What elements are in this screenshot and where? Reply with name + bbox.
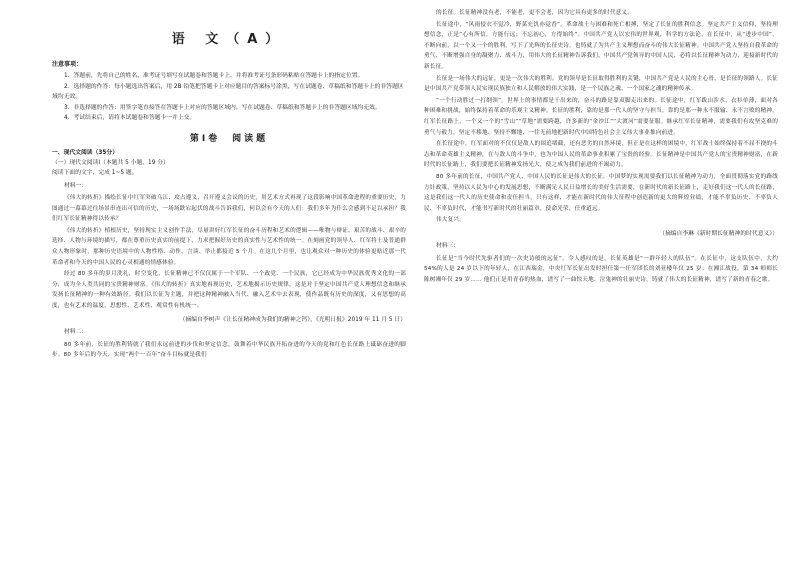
- material-label: 材料三：: [436, 243, 460, 250]
- notice-heading: 注意事项：: [52, 61, 83, 68]
- notice-item: 2．选择题的作答：每小题选出答案后，用 2B 铅笔把答题卡上对应题目的答案标号涂黑，写在试题卷、草稿纸和答题卡上的非答题区域均无效。: [52, 83, 404, 100]
- sub-heading: （一）现代文阅读Ⅰ（本题共 5 小题，19 分）: [52, 159, 169, 166]
- paragraph: 长征是一场伟大的远征，更是一次伟大的胜利。党的领导是长征取得胜利的关键，中国共产党是人民的主心骨，是长征的领路人。长征是中国共产党带领人民实现民族独立和人民解放的伟大实践，是一个民族之魂、一个国家之魂的精神传承。: [424, 75, 778, 93]
- source-citation: （摘编自李琳《新时期长征精神的时代意义》）: [659, 230, 778, 237]
- paragraph: 长征是“当今时代先驱者们的一次史诗般的远征”。令人感叹的是，长征英雄是“一群年轻人的队伍”。在长征中，这支队伍中，大约 54%的人是 24 岁以下的年轻人，在江西瑞金，中央红军长征出发时担任第一任军团长的刘亚楼年仅 25 岁；在湘江战役，第 34 师师长陈树湘年仅 29 岁…… 他们正是用青春的热血，谱写了一曲惊天地、泣鬼神的壮丽史诗，铸就了伟大的长征精神，谱写了新的青春之歌。: [424, 255, 778, 284]
- paragraph: 《伟大的转折》描绘长征中红军突破乌江、攻占遵义、召开遵义会议的历史，用艺术方式再现了这段影响中国革命进程的重要历史，力图通过一幕幕过往场景串连出可信的历史，一场场跌宕起伏的战斗告诉我们，何以会有今天的人们：我们多年为什么会感到不足以承担？我们红军长征精神得以传承？: [52, 195, 406, 223]
- right-column: [424, 8, 778, 286]
- paragraph: 伟大复兴。: [436, 217, 465, 224]
- paragraph: 在长征途中，红军面对的不仅仅是敌人的围追堵截，还有恶劣的自然环境，但正是在这样的困境中，红军战士始终保持着不屈不挠的斗志和革命英雄主义精神，在与敌人的斗争中，也为中国人民的革命事业积累了宝贵的经验。长征精神是中国共产党人的宝贵精神财富，在新时代的长征路上，我们要把长征精神发扬光大，使之成为我们前进的不竭动力。: [424, 141, 778, 169]
- notice-item: 3．非选择题的作答：用签字笔直接答在答题卡上对应的答题区域内。写在试题卷、草稿纸和答题卡上的非答题区域均无效。: [64, 104, 381, 111]
- exam-title: 语 文（A）: [171, 32, 287, 47]
- paragraph: 长征途中，“风雨侵衣不觉冷，野菜充饥亦觉香”，革命战士与困难和死亡相搏，坚定了长征的胜利信念。坚定共产主义信仰，坚持理想信念，正是“心有所信，方能行远；不忘初心，方得始终”。中国共产党人以宏伟的世界观，科学的方法论，在长征中，从“进步中国”，不断向前，以一个又一个的胜利，写下了光辉的长征史诗，也铸就了为共产主义理想而奋斗的伟大长征精神。中国共产党人坚持自我革命的勇气，不断增强自身的凝聚力、战斗力，用伟大的长征精神告诉我们，中国共产党领导的中国人民，必将以长征精神为动力，迎接新时代的新长征。: [424, 21, 778, 70]
- notice-list: [52, 71, 406, 124]
- material-label: 材料二：: [64, 329, 88, 336]
- paragraph: 80 多年前的长征，中国共产党人、中国人民的长征是伟大的长征。中国梦的实现需要我们以长征精神为动力，全面贯彻落实党的路线方针政策，坚持以人民为中心的发展思想，不断满足人民日益增长的美好生活需要，在新时代的新长征路上，走好我们这一代人的长征路，这是我们这一代人的历史使命和责任担当，只有这样，才能在新时代的伟大征程中创造新的更大的辉煌业绩，才能不辜负历史、不辜负人民、不辜负时代，才能书写新时代的壮丽篇章，使命光荣，任重道远。: [424, 173, 778, 212]
- section-heading: 一、现代文阅读（35分）: [52, 149, 119, 156]
- paragraph: “一个行动胜过一打纲领”。世界上的事情都是干出来的，奋斗的路是靠双脚走出来的。长征途中，红军跋山涉水，衣衫单薄，面对各种困难和挑战，始终保持着革命的乐观主义精神。长征的胜利，靠的是那一代人的坚守与担当，靠的是那一种永不服输、永不言败的精神。红军长征路上，一个又一个的“雪山”“草地”需要跨越，许多新的“金沙江”“大渡河”需要征服。继承红军长征精神，需要我们有攻坚克难的勇气与毅力，坚定不移地、坚持不懈地、一往无前地把新时代中国特色社会主义伟大事业推向前进。: [424, 97, 778, 136]
- paragraph: 经过 80 多年的岁月洗礼，时空变化，长征精神已不仅仅属于一个军队、一个政党、一个民族，它已经成为中华民族优秀文化的一部分，成为全人类共同的宝贵精神财富。《伟大的转折》真实地再现历史，艺术地揭示历史规律，这是对于坚定中国共产党人理想信念和继承发扬长征精神的一种有效路径。我们以长征为主题，并把这种精神融入当代、融入艺术中去表现，使作品既有历史的深度，又有思想的高度，也有艺术的温度，思想性、艺术性、观赏性有机统一。: [52, 271, 406, 309]
- source-citation: （摘编自李树声《让长征精神成为我们的精神之钙》，《光明日报》2019 年 11 月 5 日）: [179, 316, 406, 323]
- part-title: 第Ⅰ卷 阅读题: [189, 133, 269, 144]
- notice-item: 4．考试结束后，请将本试题卷和答题卡一并上交。: [64, 115, 196, 121]
- material-label: 材料一：: [64, 182, 88, 189]
- paragraph: 的长征。长征精神没有老，不能老，更不会老，因为它具有更多的时代意义。: [436, 10, 633, 16]
- notice-item: 1．答题前，先将自己的姓名、准考证号填写在试题卷和答题卡上，并将准考证号条形码粘贴在答题卡上的指定位置。: [64, 73, 364, 79]
- paragraph: 《伟大的转折》植根历史，坚持现实主义创作手法，尽量讲好红军长征的奋斗历程和艺术的逻辑——唯物与辩证、艰苦的战斗、艰辛的选择、人物与环境的描写，都在尊重历史真实的前提下，力求把握好历史的真实性与艺术性的统一。在刻画党的领导人、红军将士及普通群众人物形象时，那种历史语境中的人物性格、动作、言谈、举止都接近 5 个月。在这几个月里，也让观众对一种历史的体验更贴近那一代革命者和今天的中国人民的心灵相通的情感体验。: [52, 227, 406, 266]
- paragraph: 80 多年前，长征的胜利铸就了我们永远前进的步伐和坚定信念，鼓舞着中华民族开拓奋进的今天的党和红色长征路上砥砺奋进的脚步。80 多年后的今天，实现“两个一百年”奋斗目标就是我们: [52, 341, 406, 359]
- instruction: 阅读下面的文字，完成 1~5 题。: [52, 170, 138, 176]
- left-column: [52, 8, 406, 361]
